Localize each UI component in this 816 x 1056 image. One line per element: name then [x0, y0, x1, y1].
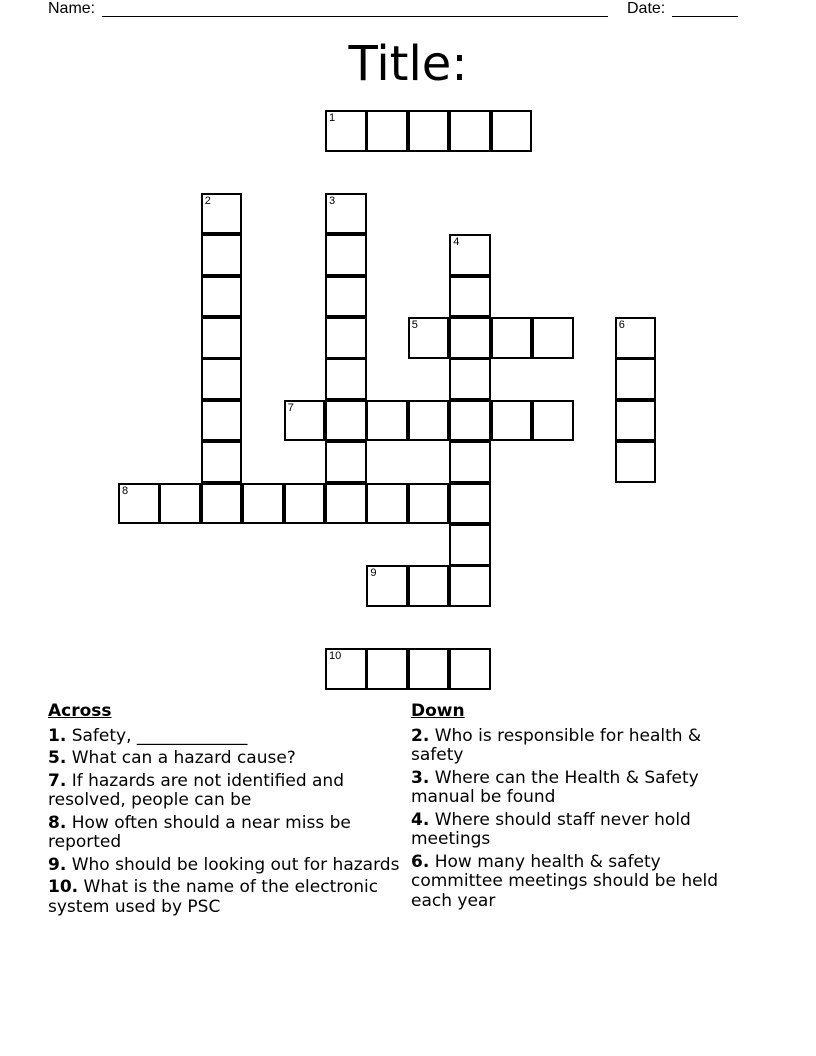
clue-number: 4.	[411, 809, 430, 830]
grid-cell[interactable]	[201, 400, 243, 442]
clue-across-9	[48, 856, 400, 876]
clue-number: 3.	[411, 767, 430, 788]
date-label: Date:	[627, 0, 666, 17]
clue-across-7	[48, 772, 400, 811]
cell-number: 2	[204, 194, 211, 207]
grid-cell[interactable]	[201, 317, 243, 359]
clue-down-6	[411, 853, 751, 912]
grid-cell[interactable]	[325, 400, 367, 442]
grid-cell[interactable]	[242, 483, 284, 525]
grid-cell[interactable]	[325, 441, 367, 483]
header-line	[48, 0, 748, 20]
clue-across-10	[48, 878, 400, 917]
clue-text: Who should be looking out for hazards	[71, 854, 400, 875]
grid-cell[interactable]	[201, 441, 243, 483]
cell-number: 9	[370, 567, 377, 580]
clue-across-8	[48, 814, 400, 853]
grid-cell[interactable]	[408, 110, 450, 152]
grid-cell[interactable]	[449, 400, 491, 442]
clue-text: Safety, _____________	[71, 725, 248, 746]
grid-cell[interactable]	[366, 648, 408, 690]
clue-down-3	[411, 769, 751, 808]
clue-number: 5.	[48, 748, 67, 768]
grid-cell[interactable]	[449, 441, 491, 483]
clue-text: What can a hazard cause?	[71, 748, 296, 768]
grid-cell[interactable]	[366, 565, 408, 607]
grid-cell[interactable]	[201, 483, 243, 525]
clue-number: 7.	[48, 770, 67, 791]
grid-cell[interactable]	[449, 110, 491, 152]
grid-cell[interactable]	[449, 483, 491, 525]
clue-number: 10.	[48, 877, 79, 897]
grid-cell[interactable]	[118, 483, 160, 525]
across-heading: Across	[48, 701, 112, 721]
grid-cell[interactable]	[325, 110, 367, 152]
clue-number: 9.	[48, 854, 67, 875]
grid-cell[interactable]	[491, 400, 533, 442]
grid-cell[interactable]	[201, 276, 243, 318]
grid-cell[interactable]	[449, 234, 491, 276]
clue-down-4	[411, 811, 751, 850]
grid-cell[interactable]	[325, 276, 367, 318]
cell-number: 7	[287, 401, 294, 414]
down-clues	[411, 702, 751, 914]
grid-cell[interactable]	[449, 648, 491, 690]
grid-cell[interactable]	[201, 193, 243, 235]
clue-text: If hazards are not identified and resolved, people can be	[48, 770, 345, 810]
clue-number: 2.	[411, 725, 430, 746]
clue-text: Where should staff never hold meetings	[411, 809, 691, 849]
grid-cell[interactable]	[325, 234, 367, 276]
grid-cell[interactable]	[615, 317, 657, 359]
grid-cell[interactable]	[284, 400, 326, 442]
grid-cell[interactable]	[615, 358, 657, 400]
grid-cell[interactable]	[491, 317, 533, 359]
grid-cell[interactable]	[532, 400, 574, 442]
grid-cell[interactable]	[449, 276, 491, 318]
grid-cell[interactable]	[449, 565, 491, 607]
grid-cell[interactable]	[408, 565, 450, 607]
cell-number: 10	[329, 650, 342, 663]
grid-cell[interactable]	[366, 400, 408, 442]
name-field-line[interactable]	[102, 16, 608, 17]
date-field-line[interactable]	[672, 16, 738, 17]
clue-text: Who is responsible for health & safety	[411, 725, 702, 765]
clue-number: 8.	[48, 812, 67, 833]
grid-cell[interactable]	[615, 400, 657, 442]
clue-across-5	[48, 749, 400, 769]
cell-number: 4	[453, 236, 460, 249]
grid-cell[interactable]	[159, 483, 201, 525]
cell-number: 1	[329, 112, 336, 124]
puzzle-title: Title:	[348, 36, 468, 92]
grid-cell[interactable]	[408, 648, 450, 690]
grid-cell[interactable]	[201, 358, 243, 400]
grid-cell[interactable]	[491, 110, 533, 152]
clue-number: 1.	[48, 725, 67, 746]
grid-cell[interactable]	[366, 110, 408, 152]
clue-number: 6.	[411, 851, 430, 872]
name-label: Name:	[48, 0, 96, 17]
grid-cell[interactable]	[449, 524, 491, 566]
clue-text: Where can the Health & Safety manual be found	[411, 767, 699, 807]
grid-cell[interactable]	[408, 400, 450, 442]
across-clues	[48, 702, 400, 920]
grid-cell[interactable]	[449, 358, 491, 400]
grid-cell[interactable]	[201, 234, 243, 276]
down-heading: Down	[411, 701, 465, 721]
clue-down-2	[411, 727, 751, 766]
clue-text: What is the name of the electronic system used by PSC	[48, 877, 379, 917]
grid-cell[interactable]	[449, 317, 491, 359]
cell-number: 3	[329, 194, 336, 207]
clue-text: How often should a near miss be reported	[48, 812, 351, 852]
grid-cell[interactable]	[325, 358, 367, 400]
clue-text: How many health & safety committee meetings should be held each year	[411, 851, 719, 911]
grid-cell[interactable]	[408, 483, 450, 525]
grid-cell[interactable]	[325, 648, 367, 690]
cell-number: 8	[122, 484, 129, 497]
cell-number: 5	[411, 319, 418, 331]
grid-cell[interactable]	[408, 317, 450, 359]
clue-across-1	[48, 727, 400, 747]
cell-number: 6	[618, 319, 625, 331]
grid-cell[interactable]	[325, 317, 367, 359]
grid-cell[interactable]	[366, 483, 408, 525]
grid-cell[interactable]	[615, 441, 657, 483]
grid-cell[interactable]	[532, 317, 574, 359]
grid-cell[interactable]	[284, 483, 326, 525]
grid-cell[interactable]	[325, 193, 367, 235]
grid-cell[interactable]	[325, 483, 367, 525]
